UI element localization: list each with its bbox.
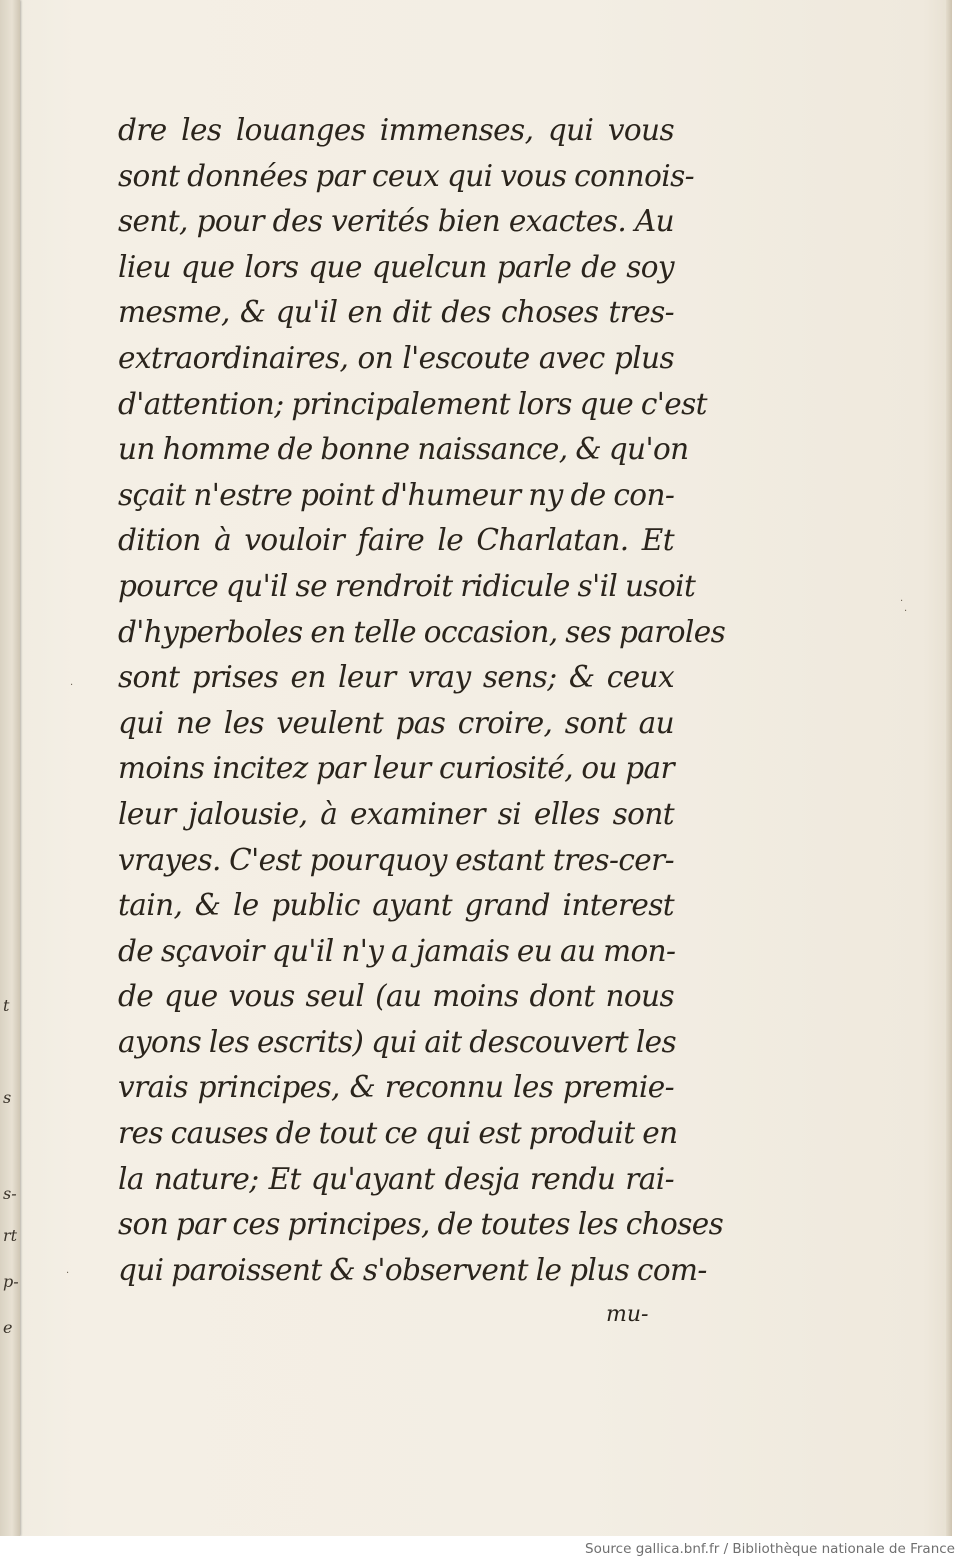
text-line: de sçavoir qu'il n'y a jamais eu au mon- xyxy=(118,933,676,968)
text-line: pource qu'il se rendroit ridicule s'il usoit xyxy=(118,568,696,603)
text-line: extraordinaires, on l'escoute avec plus xyxy=(118,340,674,375)
text-line: de que vous seul (au moins dont nous xyxy=(118,979,674,1014)
text-line: un homme de bonne naissance, & qu'on xyxy=(118,432,689,467)
text-line: lieu que lors que quelcun parle de soy xyxy=(118,249,674,284)
source-credit: Source gallica.bnf.fr / Bibliothèque nationale de France xyxy=(585,1541,955,1557)
paper-speck: · xyxy=(904,606,908,617)
text-line: moins incitez par leur curiosité, ou par xyxy=(118,751,674,786)
text-line: vrayes. C'est pourquoy estant tres-cer- xyxy=(118,842,674,877)
catchword: mu- xyxy=(606,1302,649,1327)
text-line: qui paroissent & s'observent le plus com- xyxy=(118,1252,707,1287)
gutter-fragment: t xyxy=(3,996,10,1015)
text-line: sçait n'estre point d'humeur ny de con- xyxy=(118,477,675,512)
gutter-fragment: e xyxy=(3,1318,13,1337)
text-line: tain, & le public ayant grand interest xyxy=(118,888,674,923)
paper-speck: · xyxy=(70,680,74,691)
text-line: ayons les escrits) qui ait descouvert les xyxy=(118,1024,677,1059)
paper-speck: · xyxy=(66,1268,70,1279)
text-line: dre les louanges immenses, qui vous xyxy=(118,113,674,147)
gutter-fragment: p- xyxy=(3,1272,19,1291)
text-line: d'hyperboles en telle occasion, ses paroles xyxy=(118,614,726,649)
text-line: sont données par ceux qui vous connois- xyxy=(118,158,694,193)
body-text xyxy=(118,108,726,1293)
text-line: vrais principes, & reconnu les premie- xyxy=(118,1070,674,1105)
text-line: leur jalousie, à examiner si elles sont xyxy=(118,796,674,831)
gutter-fragment: s xyxy=(3,1088,12,1107)
page-right-edge xyxy=(946,0,952,1536)
text-line: la nature; Et qu'ayant desja rendu rai- xyxy=(118,1161,674,1196)
text-line: res causes de tout ce qui est produit en xyxy=(118,1116,678,1151)
gutter-fragment: rt xyxy=(3,1226,18,1245)
text-line: qui ne les veulent pas croire, sont au xyxy=(118,705,674,740)
text-line: sont prises en leur vray sens; & ceux xyxy=(118,660,674,695)
text-line: d'attention; principalement lors que c'est xyxy=(118,386,707,421)
text-line: sent, pour des verités bien exactes. Au xyxy=(118,204,674,239)
facing-page-fragments xyxy=(0,0,20,1536)
paper-speck: · xyxy=(900,596,904,607)
text-line: son par ces principes, de toutes les choses xyxy=(118,1207,724,1242)
text-line: dition à vouloir faire le Charlatan. Et xyxy=(118,523,674,558)
gutter-fragment: s- xyxy=(3,1184,17,1203)
text-line: mesme, & qu'il en dit des choses tres- xyxy=(118,295,674,330)
